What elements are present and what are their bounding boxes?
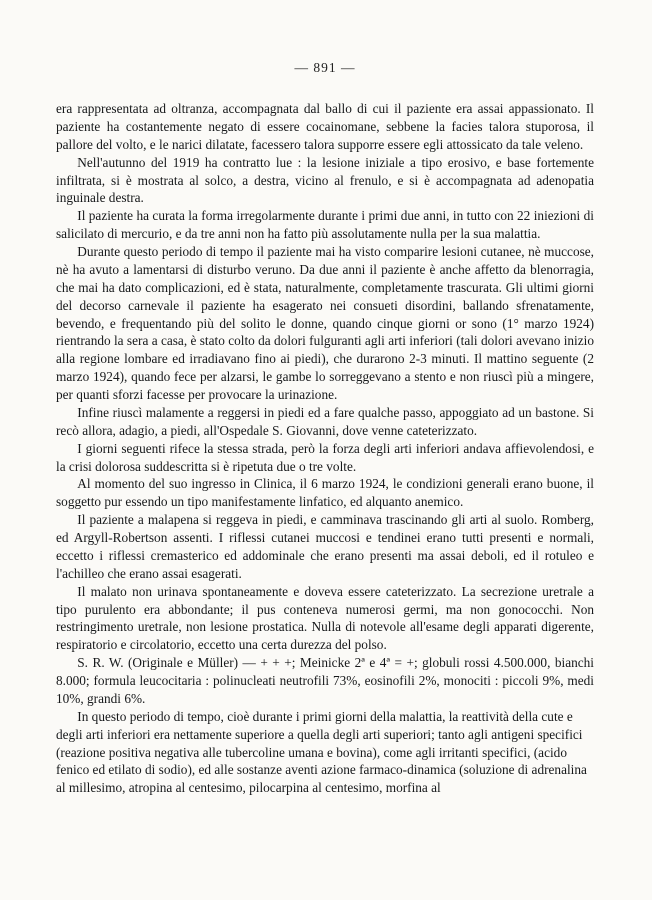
paragraph: Il paziente ha curata la forma irregolarmente durante i primi due anni, in tutto con 22 iniezioni di salicilato di mercurio, e da tre anni non ha fatto più assolutamente nulla per la sua malattia. [56, 208, 594, 242]
paragraph: In questo periodo di tempo, cioè durante i primi giorni della malattia, la reattività della cute e degli arti inferiori era nettamente superiore a quella degli arti superiori; tanto agli antigeni specifici (reazione positiva negativa alle tubercoline umana e bovina), come agli irritanti specifici, (acido fenico ed etilato di sodio), ed alle sostanze aventi azione farmaco-dinamica (soluzione di adrenalina al millesimo, atropina al centesimo, pilocarpina al centesimo, morfina al [56, 708, 587, 796]
paragraph: S. R. W. (Originale e Müller) — + + +; Meinicke 2ª e 4ª = +; globuli rossi 4.500.000, bianchi 8.000; formula leucocitaria : polinucleati neutrofili 73%, eosinofili 2%, monociti : piccoli 9%, medi 10%, grandi 6%. [56, 655, 594, 706]
paragraph: Infine riuscì malamente a reggersi in piedi ed a fare qualche passo, appoggiato ad un bastone. Si recò allora, adagio, a piedi, all'Ospedale S. Giovanni, dove venne cateterizzato. [56, 404, 594, 438]
paragraph: Nell'autunno del 1919 ha contratto lue : la lesione iniziale a tipo erosivo, e base fortemente infiltrata, si è mostrata al solco, a destra, vicino al frenulo, e si è accompagnata ad adenopatia inguinale destra. [56, 154, 594, 206]
paragraph: Il paziente a malapena si reggeva in piedi, e camminava trascinando gli arti al suolo. Romberg, ed Argyll-Robertson assenti. I riflessi cutanei muccosi e tendinei erano tutti presenti e normali, eccetto i riflessi cremasterico ed addominale che erano presenti ma assai deboli, ed il rotuleo e l'achilleo che erano assai esagerati. [56, 512, 594, 581]
body-text [56, 100, 594, 797]
paragraph: I giorni seguenti rifece la stessa strada, però la forza degli arti inferiori andava affievolendosi, e la crisi dolorosa suddescritta si è ripetuta due o tre volte. [56, 440, 594, 474]
paragraph: Al momento del suo ingresso in Clinica, il 6 marzo 1924, le condizioni generali erano buone, il soggetto pur essendo un tipo manifestamente linfatico, ed alquanto anemico. [56, 476, 594, 510]
page-number: — 891 — [294, 60, 356, 75]
paragraph: Il malato non urinava spontaneamente e doveva essere cateterizzato. La secrezione uretrale a tipo purulento era abbondante; il pus conteneva numerosi germi, ma non gonococchi. Non restringimento uretrale, non lesione prostatica. Nulla di notevole all'esame degli apparati digerente, respiratorio e circolatorio, eccetto una certa durezza del polso. [56, 583, 594, 653]
paragraph: era rappresentata ad oltranza, accompagnata dal ballo di cui il paziente era assai appassionato. Il paziente ha costantemente negato di essere cocainomane, sebbene la facies talora stuporosa, il pallore del volto, e le narici dilatate, facessero talora supporre essere egli attossicato da tale veleno. [56, 101, 594, 152]
paragraph: Durante questo periodo di tempo il paziente mai ha visto comparire lesioni cutanee, nè muccose, nè ha avuto a lamentarsi di disturbo veruno. Da due anni il paziente è anche affetto da blenorragia, che mai ha dato complicazioni, ed è stata, naturalmente, completamente trascurata. Gli ultimi giorni del decorso carnevale il paziente ha esagerato nei consueti disordini, ballando sfrenatamente, bevendo, e frequentando più del solito le donne, quando cinque giorni or sono (1° marzo 1924) rientrando la sera a casa, è stato colto da dolori fulguranti agli arti inferiori (tali dolori avevano inizio alla regione lombare ed irradiavano fino ai piedi), che durarono 2-3 minuti. Il mattino seguente (2 marzo 1924), quando fece per alzarsi, le gambe lo sorreggevano a stento e non riuscì più a mingere, per quanti sforzi facesse per provocare la urinazione. [56, 244, 594, 402]
